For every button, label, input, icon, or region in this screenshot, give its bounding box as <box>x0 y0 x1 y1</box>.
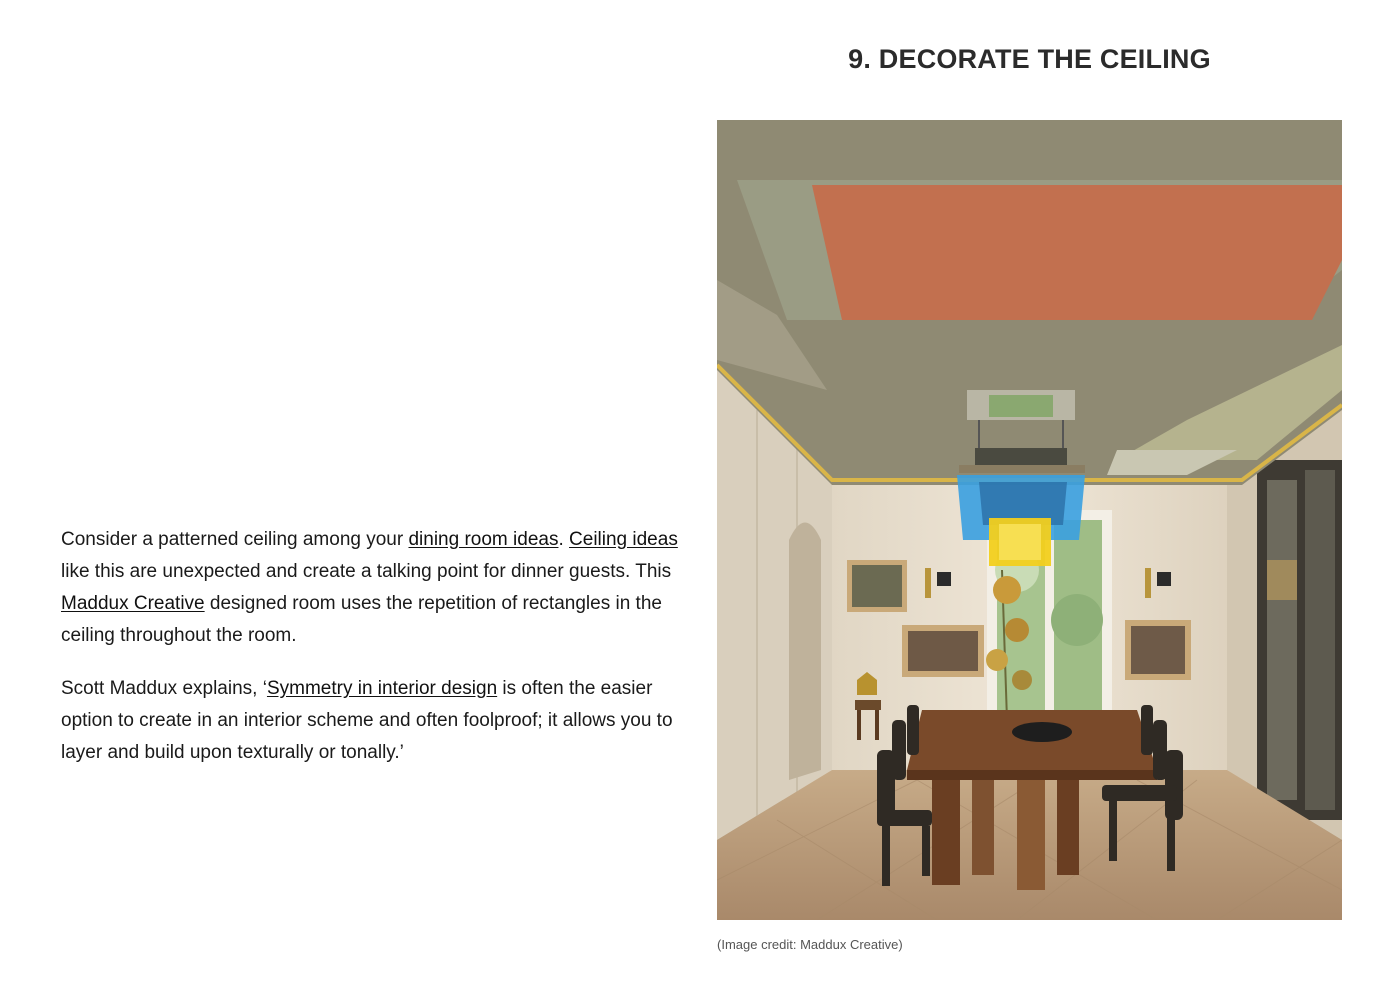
wall-sconce-right <box>1145 568 1151 598</box>
symmetry-in-interior-design-link[interactable]: Symmetry in interior design <box>266 678 498 699</box>
paragraph-1-text-3: like this are unexpected and create a talking point for dinner guests. This <box>61 561 672 582</box>
wall-sconce-left <box>925 568 931 598</box>
paragraph-1-text-2: . <box>558 529 570 550</box>
maddux-creative-link[interactable]: Maddux Creative <box>61 593 205 614</box>
paragraph-1 <box>61 524 691 652</box>
paragraph-2-text-2: is often the easier option to create in an interior scheme and often foolproof; it allows you to layer and build upon texturally or tonally.’ <box>61 678 673 763</box>
section-heading: 9. DECORATE THE CEILING <box>848 44 1211 74</box>
dining-room-illustration <box>717 120 1342 920</box>
dining-room-ideas-link[interactable]: dining room ideas <box>408 529 559 550</box>
dining-room-photo <box>717 120 1342 920</box>
image-caption: (Image credit: Maddux Creative) <box>717 937 903 952</box>
article-body <box>61 524 691 790</box>
paragraph-2-text-1: Scott Maddux explains, ‘ <box>61 678 267 699</box>
paragraph-1-text-4: designed room uses the repetition of rectangles in the ceiling throughout the room. <box>61 593 662 646</box>
ceiling-terracotta-panel <box>812 185 1342 320</box>
ceiling-ideas-link[interactable]: Ceiling ideas <box>569 529 678 550</box>
acrylic-chandelier <box>957 390 1085 566</box>
paragraph-1-text-1: Consider a patterned ceiling among your <box>61 529 409 550</box>
arched-doorway <box>789 523 821 781</box>
paragraph-2 <box>61 673 691 769</box>
black-bowl <box>1012 722 1072 742</box>
